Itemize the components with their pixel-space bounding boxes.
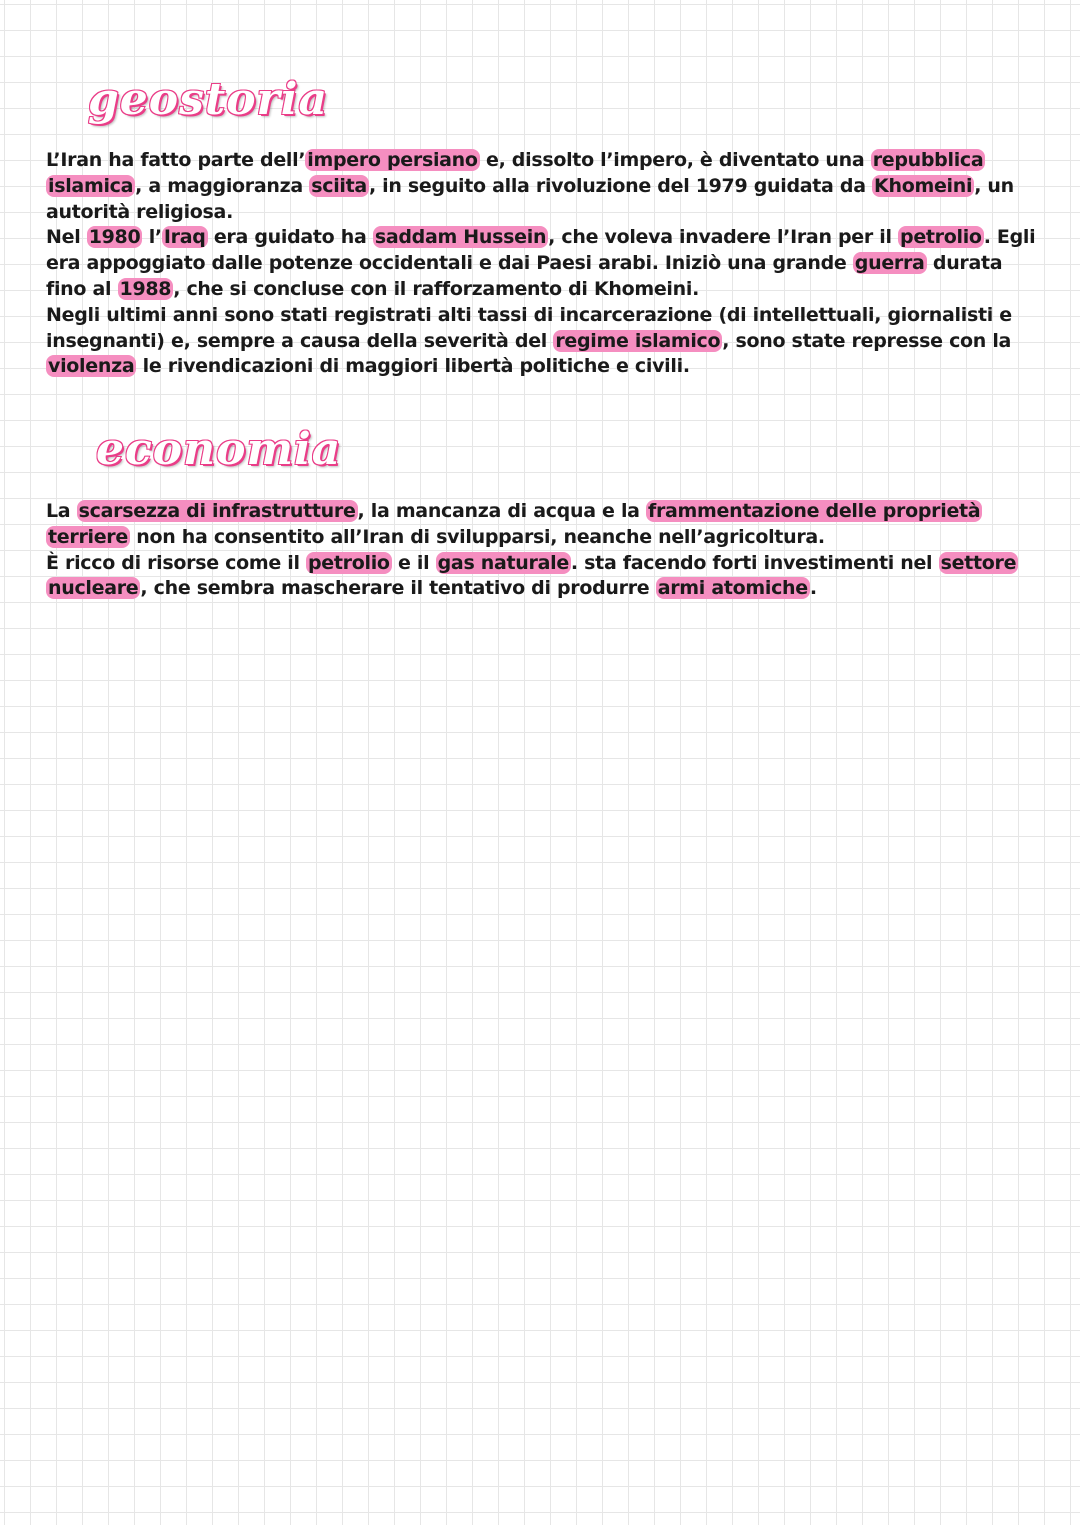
highlighted-term: settore nucleare bbox=[48, 551, 1017, 600]
text-run: È ricco di risorse come il bbox=[46, 551, 306, 574]
text-run: , che voleva invadere l’Iran per il bbox=[548, 226, 899, 249]
text-run: Negli ultimi anni sono stati registrati alti tassi di incarcerazione (di intellettuali, giornalisti e insegnanti) e, sempre a causa della severità del bbox=[46, 303, 1012, 352]
text-run: le rivendicazioni di maggiori libertà politiche e civili. bbox=[136, 355, 690, 378]
text-run: L’Iran ha fatto parte dell’ bbox=[46, 149, 306, 171]
highlighted-term: impero persiano bbox=[307, 149, 478, 171]
paragraph bbox=[46, 551, 1046, 603]
text-run: . Egli era appoggiato dalle potenze occidentali e dai Paesi arabi. Iniziò una grande bbox=[46, 226, 1036, 275]
text-run: La bbox=[46, 500, 77, 522]
text-run: e il bbox=[391, 551, 436, 574]
highlighted-term: Iraq bbox=[163, 226, 206, 249]
highlighted-term: petrolio bbox=[900, 226, 982, 249]
highlighted-term: regime islamico bbox=[555, 329, 721, 352]
geostoria-text bbox=[46, 148, 1046, 380]
paragraph bbox=[46, 499, 1046, 551]
paragraph bbox=[46, 303, 1046, 380]
text-run: , a maggioranza bbox=[135, 174, 310, 197]
text-run: , la mancanza di acqua e la bbox=[357, 500, 646, 522]
text-run: e, dissolto l’impero, è diventato una bbox=[479, 149, 871, 171]
section-title-economia: economia bbox=[96, 424, 342, 475]
text-run: , che sembra mascherare il tentativo di produrre bbox=[140, 577, 656, 600]
highlighted-term: guerra bbox=[854, 252, 925, 275]
highlighted-term: Khomeini bbox=[874, 174, 973, 197]
text-run: era guidato ha bbox=[207, 226, 373, 249]
highlighted-term: scarsezza di infrastrutture bbox=[78, 500, 356, 522]
highlighted-term: 1988 bbox=[119, 277, 172, 300]
highlighted-term: frammentazione delle proprietà terriere bbox=[48, 500, 981, 548]
paragraph bbox=[46, 225, 1046, 302]
highlighted-term: gas naturale bbox=[437, 551, 569, 574]
economia-text bbox=[46, 499, 1046, 602]
paragraph bbox=[46, 148, 1046, 225]
text-run: l’ bbox=[142, 226, 162, 249]
text-run: , un autorità religiosa. bbox=[46, 174, 1014, 223]
text-run: , sono state represse con la bbox=[722, 329, 1012, 352]
text-run: , che si concluse con il rafforzamento di Khomeini. bbox=[173, 277, 700, 300]
text-run: , in seguito alla rivoluzione del 1979 guidata da bbox=[368, 174, 873, 197]
highlighted-term: sciita bbox=[311, 174, 367, 197]
highlighted-term: repubblica islamica bbox=[48, 149, 984, 197]
highlighted-term: violenza bbox=[48, 355, 135, 378]
text-run: . bbox=[809, 577, 817, 600]
text-run: . sta facendo forti investimenti nel bbox=[570, 551, 939, 574]
highlighted-term: 1980 bbox=[88, 226, 141, 249]
section-title-geostoria: geostoria bbox=[88, 74, 328, 125]
text-run: Nel bbox=[46, 226, 87, 249]
text-run: non ha consentito all’Iran di svilupparsi, neanche nell’agricoltura. bbox=[129, 525, 825, 548]
highlighted-term: saddam Hussein bbox=[374, 226, 547, 249]
highlighted-term: armi atomiche bbox=[657, 577, 808, 600]
highlighted-term: petrolio bbox=[307, 551, 390, 574]
text-run: durata fino al bbox=[46, 252, 1003, 300]
